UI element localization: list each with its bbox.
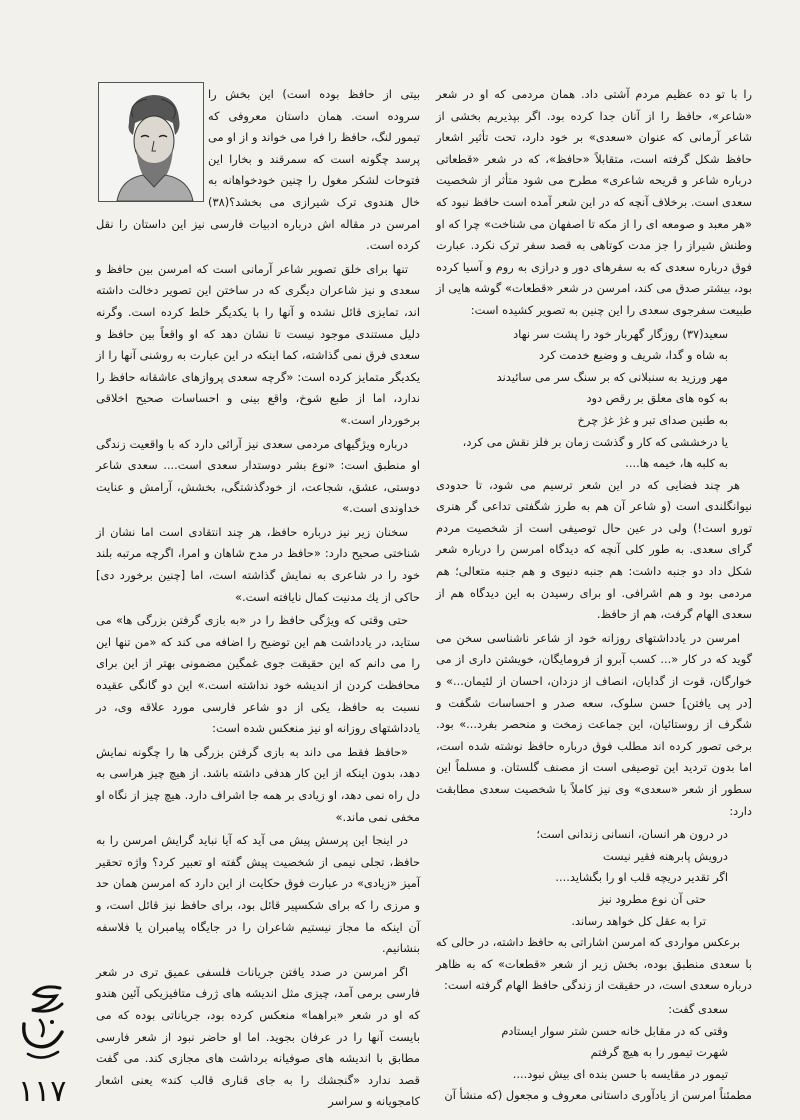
poem-excerpt-1 bbox=[436, 324, 728, 475]
verse-line: به کوه های معلق بر رقص دود bbox=[586, 391, 728, 406]
paragraph: تنها برای خلق تصویر شاعر آرمانی است که امرسن بین حافظ و سعدی و نیز شاعران دیگری که در ساختن این تصویر دخالت داشته اند، تمایزی قائل نشده و آنها را با یکدیگر خلط کرده است. وگرنه دلیل مستندی موجود نیست تا نشان دهد که او واقعاً بین حافظ و سعدی فرق نمی گذاشته، کما اینکه در این عبارت به روشنی آنها را از یکدیگر متمایز کرده است: «گرچه سعدی پروازهای عاشقانه حافظ را ندارد، اما از طبع شوخ، واقع بینی و احساسات صحیح اخلاقی برخوردار است.» bbox=[96, 261, 420, 427]
verse-line: سعید(۳۷) روزگار گهربار خود را پشت سر نهاد bbox=[513, 326, 728, 341]
verse-line: یا درخششی که کار و گذشت زمان بر فلز نقش می کرد، bbox=[462, 434, 728, 449]
paragraph: را با تو ده عظیم مردم آشتی داد. همان مردمی که او در شعر «شاعر»، حافظ را از آنان جدا کرده بود. اگر بپذیریم بخشی از شاعر آرمانی که عنوان «سعدی» بر خود دارد، تحت تأثیر اشعار حافظ شکل گرفته است، متقابلاً «حافظ»، که در شعر «قطعاتی درباره شاعر و قریحه شاعری» مطرح می شود متأثر از شخصیت سعدی است. برخلاف آنچه که در این شعر آمده است حافظ نبود که «هر معبد و صومعه ای را از مکه تا اصفهان می شناخت» چرا که او وطنش شیراز را جز مدت کوتاهی به قصد سفر ترک نکرد. عبارت فوق درباره سعدی که به سفرهای دور و درازی به روم و آسیا کرده بود، بیشتر صدق می کند، امرسن در شعر «قطعات» گوشه هایی از طبیعت سفرجوی سعدی را این چنین به تصویر کشیده است: bbox=[436, 87, 752, 317]
kerman-logo bbox=[12, 980, 72, 1070]
verse-line: تیمور در مقایسه با حسن بنده ای بیش نبود.... bbox=[512, 1066, 728, 1081]
page-number: ۱۱۷ bbox=[18, 1074, 67, 1109]
verse-line: درویش پابرهنه فقیر نیست bbox=[602, 848, 728, 863]
paragraph: سخنان زیر نیز درباره حافظ، هر چند انتقادی است اما نشان از شناختی صحیح دارد: «حافظ در مدح شاهان و امرا، اگرچه مرتبه بلند خود را در شاعری به نمایش گذاشته است، اما [چنین برخورد دی] حاکی از یك مدنیت کمال نایافته است.» bbox=[96, 524, 420, 604]
portrait-wrap-space bbox=[96, 84, 208, 210]
verse-line: وقتی که در مقابل خانه حسن شتر سوار ایستادم bbox=[501, 1023, 728, 1038]
verse-line: شهرت تیمور را به هیچ گرفتم bbox=[590, 1045, 728, 1060]
verse-line: در درون هر انسان، انسانی زندانی است؛ bbox=[536, 827, 728, 842]
verse-line: به شاه و گدا، شریف و وضیع خدمت کرد bbox=[538, 348, 728, 363]
verse-line: به طنین صدای تبر و غژ غژ چرخ bbox=[577, 412, 728, 427]
verse-line: حتی آن نوع مطرود نیز bbox=[598, 891, 706, 906]
poem-excerpt-2 bbox=[436, 824, 728, 932]
paragraph: حتی وقتی که ویژگی حافظ را در «به بازی گرفتن بزرگی ها» می ستاید، در یادداشت هم این توضیح را اضافه می کند که «من تنها این را می دانم که این حقیقت جوی غمگین مضمونی بهتر از این برای محافظت کردن از اندیشه خود نداشته است.» این دو گانگی عقیده نسبت به حافظ، یکی از دو شاعر فارسی مورد علاقه وی، در یادداشتهای روزانه او نیز منعکس شده است: bbox=[96, 613, 420, 736]
paragraph: درباره ویژگیهای مردمی سعدی نیز آرائی دارد که با واقعیت زندگی او منطبق است: «نوع بشر دوستدار سعدی است.... سعدی شاعر دوستی، عشق، شجاعت، از خودگذشتگی، بخشش، آرامش و عنایت خداوندی است.» bbox=[96, 436, 420, 516]
verse-line: مهر ورزید به سنبلانی که بر سنگ سر می سائیدند bbox=[496, 369, 728, 384]
right-column bbox=[436, 84, 752, 1114]
verse-line: به کلبه ها، خیمه ها.... bbox=[625, 456, 728, 471]
paragraph: هر چند فضایی که در این شعر ترسیم می شود، تا حدودی نیوانگلندی است (و شاعر آن هم به طرز شگفتی تداعی گر هنری تورو است!) ولی در عین حال توصیفی است از شخصیت مردم گرای سعدی. به طور کلی آنچه که دیدگاه امرسن را درباره شعر شکل داد دو جنبه داشت: هم جنبه دنیوی و هم جنبه متعالی؛ هم مردمی بود و هم اشرافی. او برای رسیدن به این دیدگاه هم از سعدی الهام گرفت، هم از حافظ. bbox=[436, 477, 752, 622]
poem-excerpt-3 bbox=[436, 999, 728, 1085]
paragraph: امرسن در یادداشتهای روزانه خود از شاعر ناشناسی سخن می گوید که در کار «... کسب آبرو از فرومایگان، خویشتن داری از می خوارگان، قوت از گدایان، انصاف از دزدان، احسان از لئیمان...» و [در پی یافتن] حسن سلوک، سعه صدر و احساسات شگفت و شگرف از روستائیان، این جماعت زمخت و منحصر بفرد...» بود. برخی تصور کرده اند مطلب فوق درباره حافظ نوشته شده است، اما بدون تردید این توصیفی است از مصنف گلستان. و مسلماً این سطور از شعر «سعدی» وی نیز کاملاً با شخصیت سعدی مطابقت دارد: bbox=[436, 630, 752, 818]
quote-paragraph: «حافظ فقط می داند به بازی گرفتن بزرگی ها را چگونه نمایش دهد، بدون اینکه از این کار هدفی داشته باشد. از هیچ چیز هراسی به دل راه نمی دهد، او زیادی بر همه جا اشراف دارد. هیچ چیز از نگاه او مخفی نمی ماند.» bbox=[96, 744, 420, 824]
paragraph: مطمئناً امرسن از یادآوری داستانی معروف و مجعول (که منشأ آن bbox=[444, 1088, 752, 1103]
paragraph: بیتی از حافظ بوده است) این بخش را سروده است. همان داستان معروفی که تیمور لنگ، حافظ را فرا می خواند و از او می پرسد چگونه است که سمرقند و بخارا این فتوحات لشکر مغول را چنین خودخواهانه به خال هندوی ترک شیرازی می بخشد؟(۳۸) امرسن در مقاله اش درباره ادبیات فارسی نیز این داستان را نقل کرده است. bbox=[96, 87, 420, 253]
verse-line: سعدی گفت: bbox=[668, 1001, 728, 1016]
verse-line: ترا به عقل کل خواهد رساند. bbox=[571, 913, 706, 928]
paragraph: در اینجا این پرسش پیش می آید که آیا نباید گرایش امرسن را به حافظ، تجلی نیمی از شخصیت پیش گفته او تعبیر کرد؟ واژه تحقیر آمیز «زیادی» در عبارت فوق حکایت از این دارد که امرسن همان حد و مرزی را که برای شکسپیر قائل بود، برای حافظ نیز قائل است، و آن اینکه ما مجاز نیستیم شاعران را در جایگاه پیامبران یا فلاسفه بنشانیم. bbox=[96, 833, 420, 956]
paragraph: اگر امرسن در صدد یافتن جریانات فلسفی عمیق تری در شعر فارسی برمی آمد، چیزی مثل اندیشه های ژرف متافیزیکی آئین هندو که او در شعر «براهما» منعکس کرده بود، جریاناتی بوده که می بایست آنها را در عرفان بجوید. اما او حاضر نبود از شعر فارسی مطابق با اندیشه های صوفیانه برداشت های مجازی کند. می گفت قصد ندارد «گنجشك را به جای قناری قالب کند» یعنی اشعار کامجویانه و سراسر bbox=[96, 964, 420, 1109]
left-column bbox=[96, 84, 420, 1109]
paragraph: برعکس مواردی که امرسن اشاراتی به حافظ داشته، در حالی که با سعدی منطبق بوده، بخش زیر از شعر «قطعات» که به ظاهر درباره سعدی است، در حقیقت از زندگی حافظ الهام گرفته است: bbox=[436, 935, 752, 993]
verse-line: اگر تقدیر دریچه قلب او را بگشاید.... bbox=[555, 870, 728, 885]
